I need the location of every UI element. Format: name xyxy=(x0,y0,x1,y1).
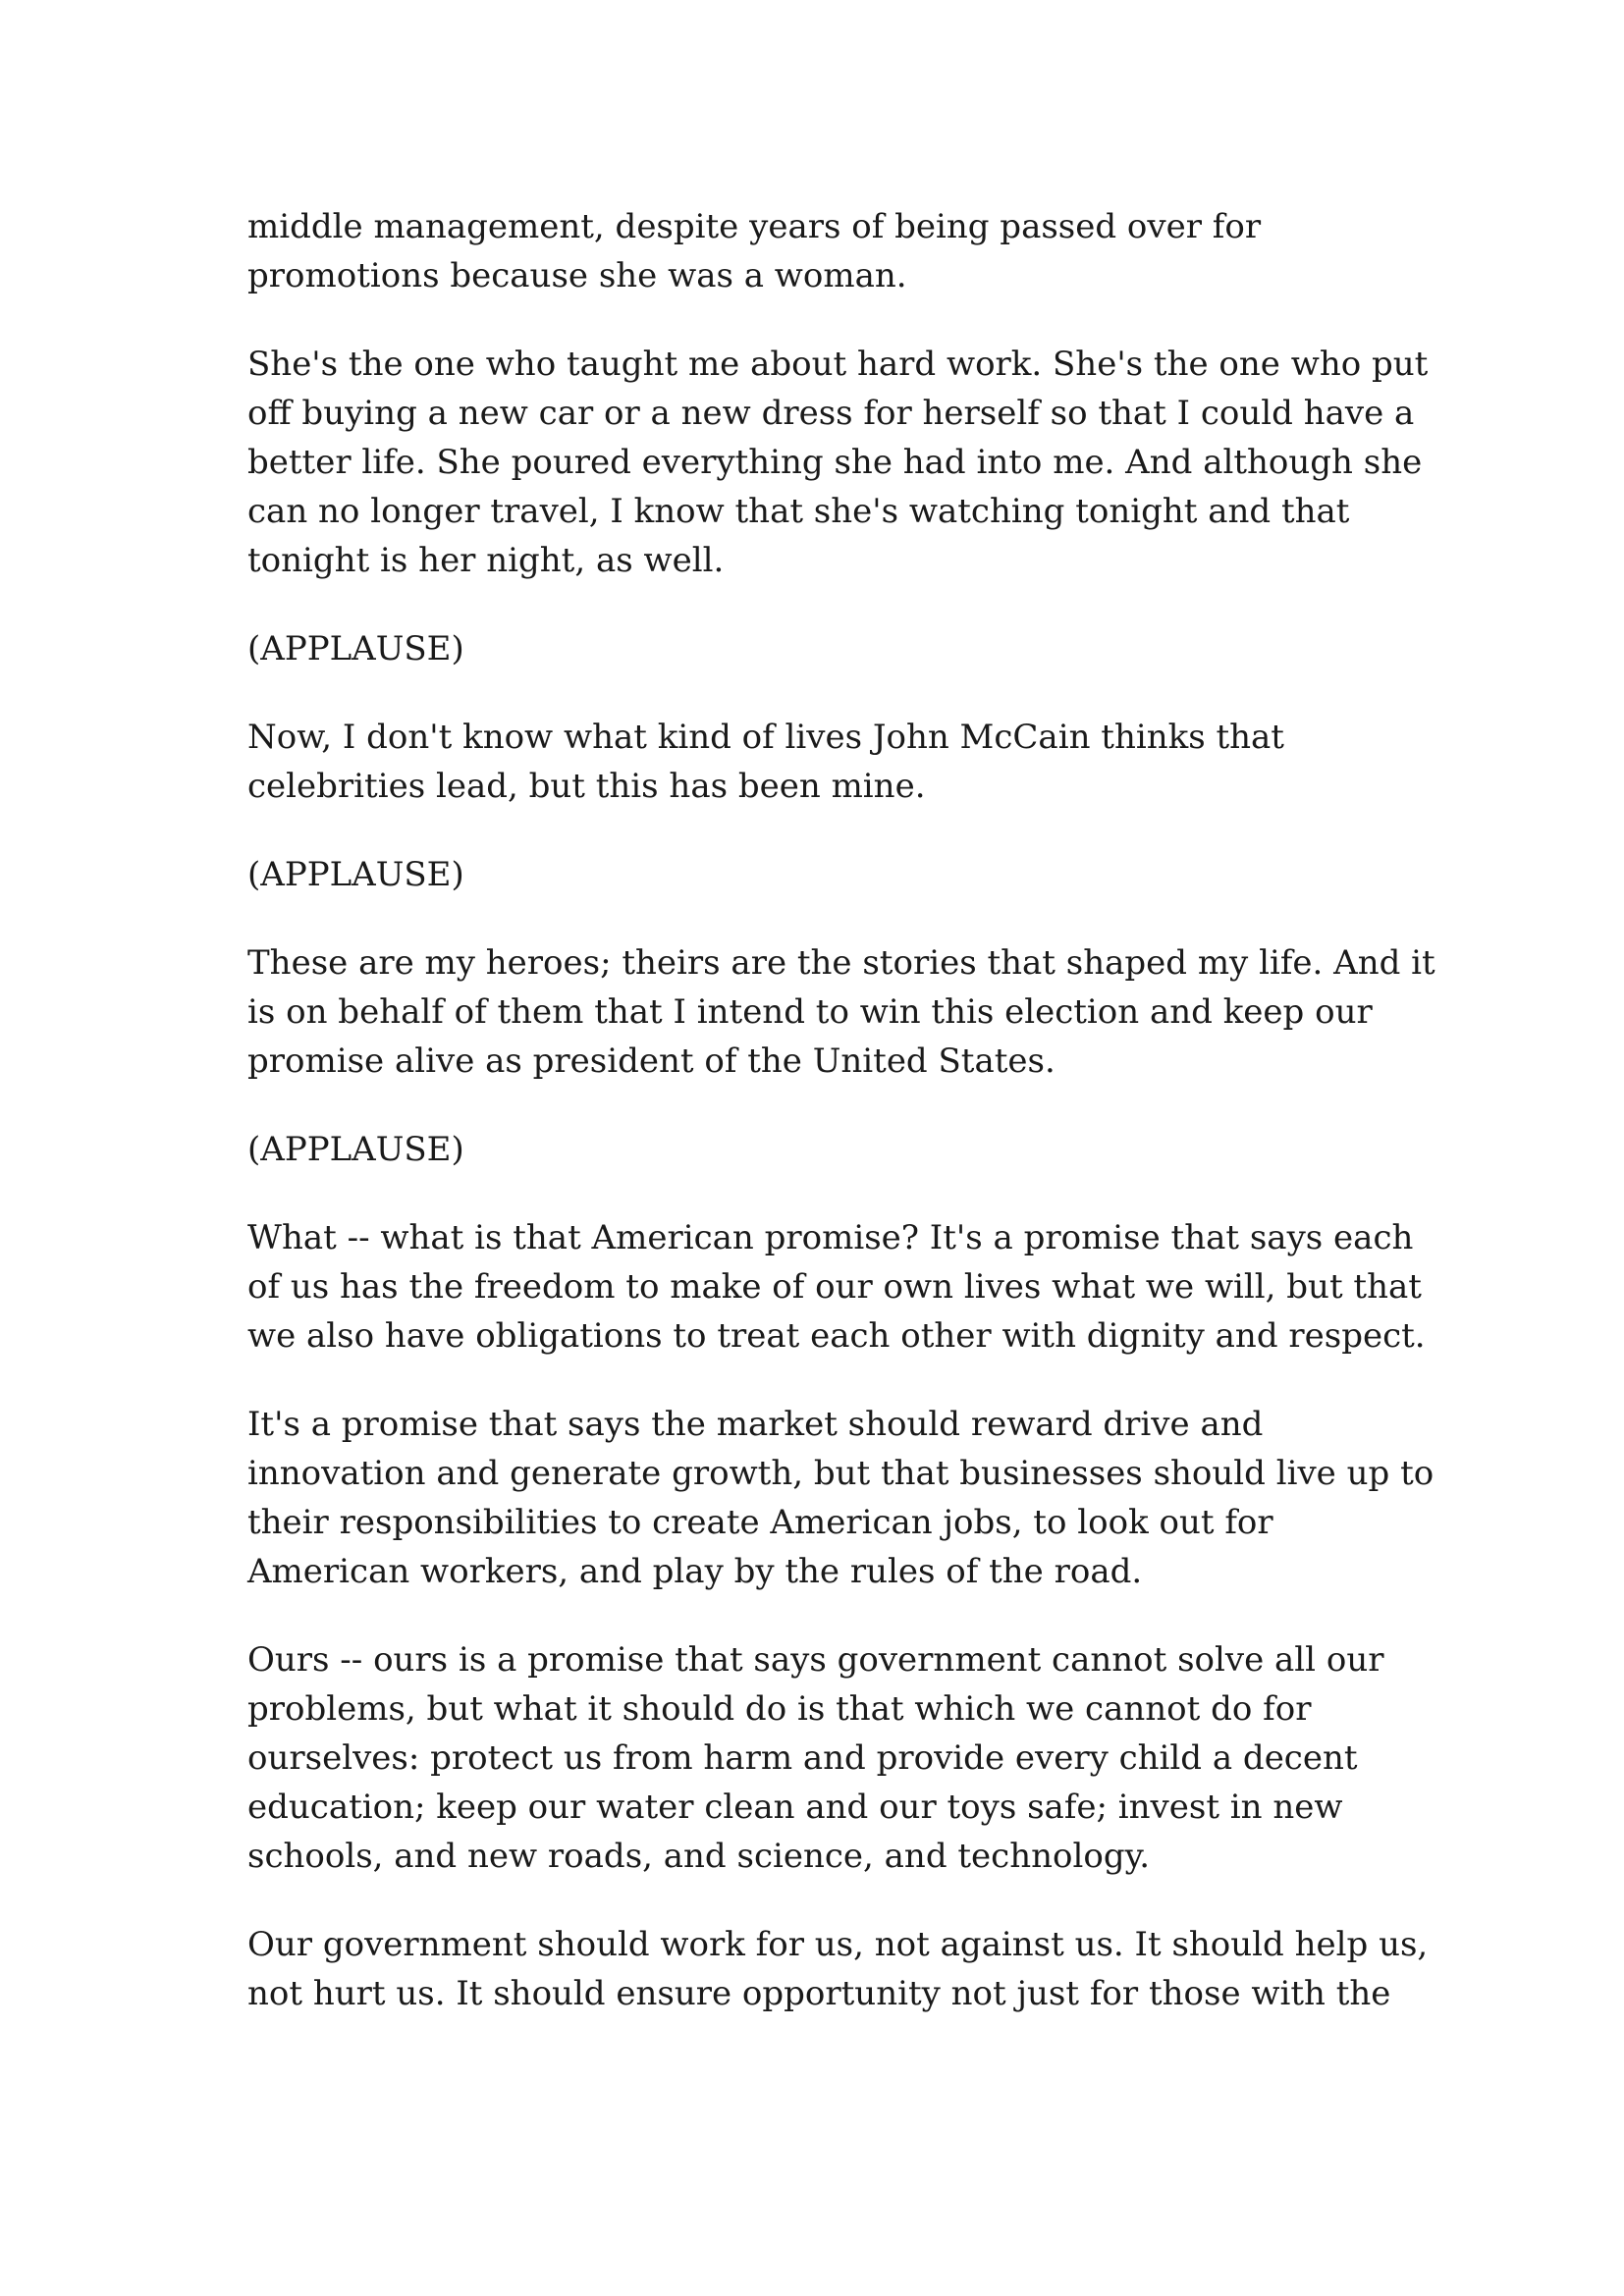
text-line: promotions because she was a woman. xyxy=(247,256,907,295)
text-line: What -- what is that American promise? It's a promise that says each xyxy=(247,1218,1414,1257)
paragraph xyxy=(247,938,1435,1086)
paragraph xyxy=(247,202,1406,300)
text-line: education; keep our water clean and our toys safe; invest in new xyxy=(247,1788,1343,1827)
body-text xyxy=(247,202,1435,2057)
text-line: not hurt us. It should ensure opportunity not just for those with the xyxy=(247,1974,1391,2013)
paragraph xyxy=(247,1400,1435,1596)
text-line: can no longer travel, I know that she's watching tonight and that xyxy=(247,492,1350,531)
text-line: These are my heroes; theirs are the stories that shaped my life. And it xyxy=(247,943,1435,983)
text-line: problems, but what it should do is that which we cannot do for xyxy=(247,1689,1312,1729)
text-line: innovation and generate growth, but that businesses should live up to xyxy=(247,1454,1435,1493)
text-line: their responsibilities to create American jobs, to look out for xyxy=(247,1503,1273,1542)
paragraph xyxy=(247,1635,1406,1881)
text-line: (APPLAUSE) xyxy=(247,855,464,894)
paragraph xyxy=(247,340,1429,585)
text-line: She's the one who taught me about hard work. She's the one who put xyxy=(247,345,1429,384)
text-line: promise alive as president of the United States. xyxy=(247,1041,1056,1081)
text-line: schools, and new roads, and science, and technology. xyxy=(247,1837,1151,1876)
text-line: It's a promise that says the market should reward drive and xyxy=(247,1405,1264,1444)
paragraph xyxy=(247,1920,1429,2018)
text-line: American workers, and play by the rules of the road. xyxy=(247,1552,1143,1591)
text-line: celebrities lead, but this has been mine. xyxy=(247,767,926,806)
text-line: ourselves: protect us from harm and provide every child a decent xyxy=(247,1738,1358,1778)
text-line: Ours -- ours is a promise that says government cannot solve all our xyxy=(247,1640,1384,1680)
paragraph xyxy=(247,1213,1426,1361)
text-line: (APPLAUSE) xyxy=(247,1130,464,1169)
text-line: of us has the freedom to make of our own lives what we will, but that xyxy=(247,1267,1422,1307)
text-line: (APPLAUSE) xyxy=(247,629,464,668)
text-line: Our government should work for us, not against us. It should help us, xyxy=(247,1925,1429,1964)
text-line: tonight is her night, as well. xyxy=(247,541,725,580)
applause-note xyxy=(247,1125,1406,1174)
text-line: off buying a new car or a new dress for herself so that I could have a xyxy=(247,394,1415,433)
text-line: better life. She poured everything she had into me. And although she xyxy=(247,443,1423,482)
applause-note xyxy=(247,624,1406,673)
text-line: middle management, despite years of being passed over for xyxy=(247,207,1262,246)
applause-note xyxy=(247,850,1406,899)
paragraph xyxy=(247,713,1406,811)
text-line: Now, I don't know what kind of lives John McCain thinks that xyxy=(247,718,1284,757)
text-line: we also have obligations to treat each other with dignity and respect. xyxy=(247,1316,1426,1356)
text-line: is on behalf of them that I intend to win this election and keep our xyxy=(247,992,1373,1032)
